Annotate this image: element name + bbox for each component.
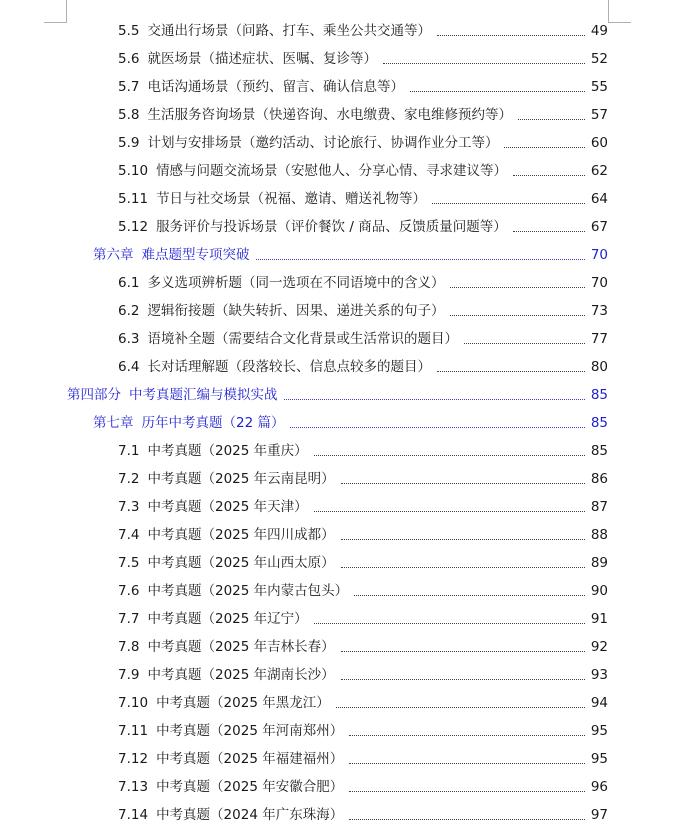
toc-entry-number: 7.2 xyxy=(118,471,140,487)
toc-entry-title: 中考真题（2025 年黑龙江） xyxy=(156,695,330,711)
toc-entry-title: 交通出行场景（问路、打车、乘坐公共交通等） xyxy=(147,23,431,39)
dot-leader xyxy=(290,427,584,428)
dot-leader xyxy=(341,567,585,568)
toc-entry[interactable] xyxy=(118,777,608,797)
toc-entry-page: 49 xyxy=(590,23,608,39)
toc-entry-number: 7.7 xyxy=(118,611,140,627)
crop-mark-left-horizontal xyxy=(44,22,67,23)
toc-entry-page: 86 xyxy=(590,471,608,487)
toc-entry[interactable] xyxy=(118,49,608,69)
toc-entry[interactable] xyxy=(118,357,608,377)
toc-entry-page: 87 xyxy=(590,499,608,515)
toc-entry[interactable] xyxy=(118,217,608,237)
toc-entry-number: 6.1 xyxy=(118,275,140,291)
toc-entry[interactable] xyxy=(118,497,608,517)
toc-entry[interactable] xyxy=(118,133,608,153)
crop-mark-right-horizontal xyxy=(608,22,631,23)
toc-entry-title: 中考真题（2025 年湖南长沙） xyxy=(147,667,335,683)
dot-leader xyxy=(314,511,585,512)
toc-entry-number: 第四部分 xyxy=(67,387,121,403)
toc-entry-title: 中考真题（2025 年辽宁） xyxy=(147,611,308,627)
toc-entry[interactable] xyxy=(118,301,608,321)
toc-entry-page: 64 xyxy=(590,191,608,207)
crop-mark-right-vertical xyxy=(608,0,609,22)
toc-entry-number: 6.4 xyxy=(118,359,140,375)
toc-entry-title: 中考真题（2025 年内蒙古包头） xyxy=(147,583,349,599)
dot-leader xyxy=(513,175,585,176)
toc-entry-number: 6.3 xyxy=(118,331,140,347)
toc-entry-title: 中考真题（2025 年安徽合肥） xyxy=(156,779,344,795)
toc-entry-number: 7.8 xyxy=(118,639,140,655)
toc-entry-title: 生活服务咨询场景（快递咨询、水电缴费、家电维修预约等） xyxy=(147,107,512,123)
dot-leader xyxy=(314,455,585,456)
toc-entry-title: 语境补全题（需要结合文化背景或生活常识的题目） xyxy=(147,331,458,347)
dot-leader xyxy=(341,651,585,652)
dot-leader xyxy=(450,287,584,288)
dot-leader xyxy=(349,763,585,764)
toc-entry-title: 中考真题（2024 年广东珠海） xyxy=(156,807,344,823)
dot-leader xyxy=(341,483,585,484)
toc-entry-page: 70 xyxy=(590,275,608,291)
dot-leader xyxy=(354,595,585,596)
toc-entry-number: 5.7 xyxy=(118,79,140,95)
dot-leader xyxy=(349,735,585,736)
toc-entry[interactable] xyxy=(118,525,608,545)
toc-entry-page: 94 xyxy=(590,695,608,711)
dot-leader xyxy=(437,35,585,36)
toc-entry-title: 逻辑衔接题（缺失转折、因果、递进关系的句子） xyxy=(147,303,445,319)
toc-entry[interactable] xyxy=(118,805,608,825)
toc-entry-number: 7.9 xyxy=(118,667,140,683)
toc-entry-page: 85 xyxy=(590,387,608,403)
toc-entry-title: 情感与问题交流场景（安慰他人、分享心情、寻求建议等） xyxy=(156,163,508,179)
toc-entry-page: 96 xyxy=(590,779,608,795)
toc-entry[interactable] xyxy=(118,329,608,349)
toc-entry-number: 5.12 xyxy=(118,219,149,235)
toc-entry[interactable] xyxy=(118,105,608,125)
toc-entry-page: 60 xyxy=(590,135,608,151)
toc-entry-number: 第七章 xyxy=(93,415,134,431)
toc-entry-number: 6.2 xyxy=(118,303,140,319)
toc-entry-title: 节日与社交场景（祝福、邀请、赠送礼物等） xyxy=(156,191,427,207)
toc-entry[interactable] xyxy=(118,77,608,97)
toc-entry[interactable] xyxy=(93,245,608,265)
dot-leader xyxy=(314,623,585,624)
toc-entry[interactable] xyxy=(118,721,608,741)
crop-mark-left-vertical xyxy=(66,0,67,22)
dot-leader xyxy=(410,91,585,92)
toc-entry-number: 7.4 xyxy=(118,527,140,543)
dot-leader xyxy=(336,707,585,708)
toc-entry-number: 5.9 xyxy=(118,135,140,151)
dot-leader xyxy=(513,231,585,232)
toc-entry-page: 55 xyxy=(590,79,608,95)
toc-entry-number: 第六章 xyxy=(93,247,134,263)
dot-leader xyxy=(504,147,584,148)
toc-entry[interactable] xyxy=(118,693,608,713)
toc-entry-title: 电话沟通场景（预约、留言、确认信息等） xyxy=(147,79,404,95)
dot-leader xyxy=(450,315,584,316)
toc-entry-page: 97 xyxy=(590,807,608,823)
toc-entry-page: 91 xyxy=(590,611,608,627)
toc-entry[interactable] xyxy=(118,609,608,629)
toc-entry-number: 5.10 xyxy=(118,163,149,179)
toc-entry-title: 历年中考真题（22 篇） xyxy=(141,415,285,431)
toc-entry-number: 7.5 xyxy=(118,555,140,571)
toc-entry[interactable] xyxy=(118,581,608,601)
dot-leader xyxy=(256,259,585,260)
toc-entry-page: 73 xyxy=(590,303,608,319)
toc-entry-number: 5.11 xyxy=(118,191,149,207)
toc-entry[interactable] xyxy=(118,749,608,769)
toc-entry-page: 52 xyxy=(590,51,608,67)
toc-entry-title: 中考真题（2025 年重庆） xyxy=(147,443,308,459)
toc-entry-page: 67 xyxy=(590,219,608,235)
dot-leader xyxy=(432,203,585,204)
dot-leader xyxy=(464,343,585,344)
toc-entry-title: 中考真题（2025 年河南郑州） xyxy=(156,723,344,739)
toc-entry-title: 中考真题（2025 年天津） xyxy=(147,499,308,515)
dot-leader xyxy=(284,399,585,400)
toc-entry-number: 7.3 xyxy=(118,499,140,515)
toc-entry-page: 89 xyxy=(590,555,608,571)
toc-entry-number: 7.6 xyxy=(118,583,140,599)
toc-entry-page: 90 xyxy=(590,583,608,599)
toc-entry-page: 57 xyxy=(590,107,608,123)
toc-entry-number: 5.6 xyxy=(118,51,140,67)
toc-entry[interactable] xyxy=(118,469,608,489)
toc-entry-page: 92 xyxy=(590,639,608,655)
toc-entry-title: 多义选项辨析题（同一选项在不同语境中的含义） xyxy=(147,275,445,291)
toc-entry-number: 7.11 xyxy=(118,723,149,739)
toc-entry-number: 7.12 xyxy=(118,751,149,767)
toc-entry-page: 85 xyxy=(590,443,608,459)
toc-entry[interactable] xyxy=(118,21,608,41)
dot-leader xyxy=(349,819,585,820)
toc-entry-title: 中考真题（2025 年云南昆明） xyxy=(147,471,335,487)
toc-entry-number: 7.1 xyxy=(118,443,140,459)
dot-leader xyxy=(437,371,585,372)
toc-entry-page: 80 xyxy=(590,359,608,375)
toc-entry-title: 计划与安排场景（邀约活动、讨论旅行、协调作业分工等） xyxy=(147,135,499,151)
toc-entry-page: 77 xyxy=(590,331,608,347)
toc-entry-title: 就医场景（描述症状、医嘱、复诊等） xyxy=(147,51,377,67)
toc-entry-title: 中考真题汇编与模拟实战 xyxy=(129,387,278,403)
toc-entry[interactable] xyxy=(67,385,608,405)
toc-entry-title: 中考真题（2025 年吉林长春） xyxy=(147,639,335,655)
toc-entry-page: 88 xyxy=(590,527,608,543)
toc-entry[interactable] xyxy=(118,553,608,573)
toc-entry[interactable] xyxy=(118,637,608,657)
toc-entry[interactable] xyxy=(118,161,608,181)
toc-entry-number: 7.14 xyxy=(118,807,149,823)
toc-entry-page: 70 xyxy=(590,247,608,263)
toc-entry-page: 93 xyxy=(590,667,608,683)
toc-entry[interactable] xyxy=(118,441,608,461)
toc-entry-number: 7.10 xyxy=(118,695,149,711)
toc-entry-title: 中考真题（2025 年四川成都） xyxy=(147,527,335,543)
dot-leader xyxy=(383,63,585,64)
toc-entry-page: 62 xyxy=(590,163,608,179)
toc-entry-page: 95 xyxy=(590,723,608,739)
toc-entry-title: 服务评价与投诉场景（评价餐饮 / 商品、反馈质量问题等） xyxy=(156,219,507,235)
toc-entry-title: 中考真题（2025 年福建福州） xyxy=(156,751,344,767)
toc-entry[interactable] xyxy=(93,413,608,433)
toc-entry[interactable] xyxy=(118,665,608,685)
toc-entry[interactable] xyxy=(118,189,608,209)
dot-leader xyxy=(349,791,585,792)
dot-leader xyxy=(518,119,585,120)
toc-entry-number: 5.5 xyxy=(118,23,140,39)
toc-entry-title: 长对话理解题（段落较长、信息点较多的题目） xyxy=(147,359,431,375)
toc-entry[interactable] xyxy=(118,273,608,293)
toc-entry-number: 5.8 xyxy=(118,107,140,123)
toc-entry-title: 中考真题（2025 年山西太原） xyxy=(147,555,335,571)
dot-leader xyxy=(341,679,585,680)
toc-entry-number: 7.13 xyxy=(118,779,149,795)
toc-entry-page: 95 xyxy=(590,751,608,767)
toc-entry-page: 85 xyxy=(590,415,608,431)
toc-entry-title: 难点题型专项突破 xyxy=(141,247,250,263)
dot-leader xyxy=(341,539,585,540)
